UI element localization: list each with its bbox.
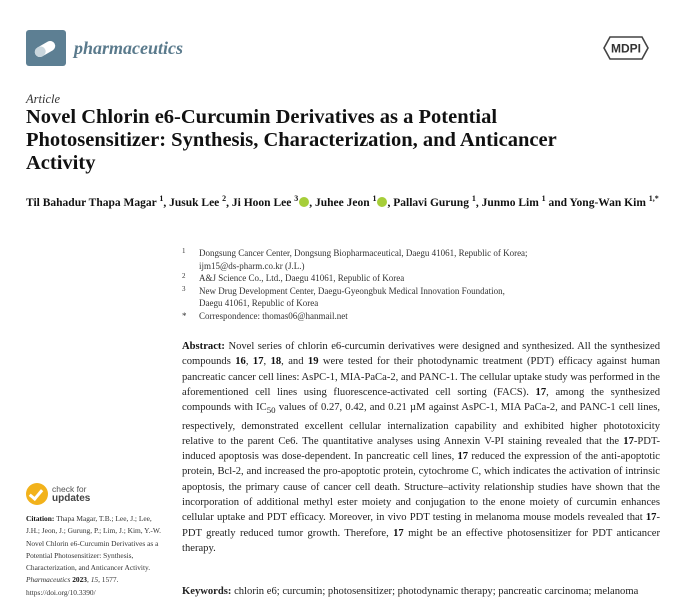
orcid-icon[interactable] xyxy=(299,197,309,207)
author-name[interactable]: Til Bahadur Thapa Magar $^1$ xyxy=(26,194,164,209)
affiliation-mark: * xyxy=(182,310,187,321)
author-affiliation-mark: 1 xyxy=(159,194,164,203)
affiliation-line: ijm15@ds-pharm.co.kr (J.L.) xyxy=(199,260,305,271)
author-name[interactable]: Pallavi Gurung $^1$ xyxy=(393,194,476,209)
affiliation-mark: 1 xyxy=(182,247,186,255)
affiliation-mark: 2 xyxy=(182,272,186,280)
affiliation-mark: 3 xyxy=(182,284,186,293)
author-affiliation-mark: 2 xyxy=(222,194,227,203)
author-affiliation-mark: 1 xyxy=(372,194,377,203)
article-title: Novel Chlorin e6-Curcumin Derivatives as a Potential Photosensitizer: Synthesis, Characterization, and Anticancer Activity xyxy=(26,106,557,174)
check-updates-icon xyxy=(26,483,48,505)
mdpi-logo-icon xyxy=(600,35,652,61)
updates-line1: check for xyxy=(52,484,87,494)
author-affiliation-mark: 1 xyxy=(471,194,476,203)
citation-text: Thapa Magar, T.B.; Lee, J.; Lee, J.H.; Jeon, J.; Gurung, P.; Lim, J.; Kim, Y.-W. Novel Chlorin e6-Curcumin Derivatives as a Potential Photosensitizer: Synthesis, Characterization, and Anticancer Activity. xyxy=(26,514,162,573)
citation-doi[interactable]: https://doi.org/10.3390/ xyxy=(26,587,96,597)
journal-name: pharmaceutics xyxy=(74,38,184,58)
journal-logo-icon xyxy=(24,28,68,68)
citation-year: 2023 xyxy=(72,575,87,585)
affiliation-item xyxy=(182,247,642,272)
abstract-text: Novel series of chlorin e6-curcumin derivatives were designed and synthesized. All the synthesized compounds 16, 17, 18, and 19 were tested for their photodynamic treatment (PDT) efficacy against human pancreatic cancer cell lines: AsPC-1, MIA-PaCa-2, and PANC-1. The cellular uptake study was performed in the aforementioned cell lines using fluorescence-activated cell sorting (FACS). 17, among the synthesized compounds with $IC_{50}$ values of 0.27, 0.42, and 0.21 µM against AsPC-1, MIA PaCa-2, and PANC-1 cell lines, respectively, demonstrated excellent cellular internalization capability and exhibited higher phototoxicity relative to the parent Ce6. The quantitative analyses using Annexin V-PI staining revealed that the 17-PDT-induced apoptosis was dose-dependent. In pancreatic cell lines, 17 reduced the expression of the anti-apoptotic protein, Bcl-2, and increased the pro-apoptotic protein, cytochrome C, which indicates the activation of intrinsic apoptosis, the primary cause of cancer cell death. Structure–activity relationship studies have shown that the incorporation of additional methyl ester moiety and conjugation to the enone moiety of curcumin enhances cellular uptake and PDT efficacy. Moreover, in vivo PDT testing in melanoma mouse models revealed that 17-PDT greatly reduced tumor growth. Therefore, 17 might be an effective photosensitizer for PDT anticancer therapy. xyxy=(182,341,661,554)
affiliation-line: Daegu 41061, Republic of Korea xyxy=(199,298,319,308)
keywords xyxy=(182,584,660,599)
article-type: Article xyxy=(26,92,61,106)
author-name[interactable]: Jusuk Lee $^2$ xyxy=(169,194,227,209)
author-name[interactable]: Yong-Wan Kim $^{1,*}$ xyxy=(569,194,659,209)
keywords-text: chlorin e6; curcumin; photosensitizer; photodynamic therapy; pancreatic carcinoma; melanoma xyxy=(234,586,639,597)
citation-pages: 1577. xyxy=(101,575,119,585)
citation: Citation: Thapa Magar, T.B.; Lee, J.; Lee, J.H.; Jeon, J.; Gurung, P.; Lim, J.; Kim, Y.-W. Novel Chlorin e6-Curcumin Derivatives as a Potential Photosensitizer: Synthesis, Characterization, and Anticancer Activity. Pharmaceutics 2023, 15, 1577. https://doi.org/10.3390/ xyxy=(26,514,162,597)
affiliation-line: Correspondence: thomas06@hanmail.net xyxy=(199,310,348,321)
keywords-label: Keywords: xyxy=(182,586,232,597)
affiliation-item xyxy=(182,310,642,323)
affiliation-line: Dongsung Cancer Center, Dongsung Biopharmaceutical, Daegu 41061, Republic of Korea; xyxy=(199,248,528,258)
abstract-label: Abstract: xyxy=(182,341,225,352)
orcid-icon[interactable] xyxy=(377,197,387,207)
author-affiliation-mark: 1 xyxy=(541,194,546,203)
citation-label: Citation: xyxy=(26,514,55,523)
updates-line2: updates xyxy=(52,493,91,504)
affiliation-line: New Drug Development Center, Daegu-Gyeongbuk Medical Innovation Foundation, xyxy=(199,285,505,296)
author-affiliation-mark: 3 xyxy=(294,194,299,203)
authors-joiner: and xyxy=(548,196,570,209)
citation-volume: 15 xyxy=(90,575,99,585)
author-affiliation-mark: 1,* xyxy=(648,194,659,203)
author-name[interactable]: Ji Hoon Lee $^3$ xyxy=(232,197,309,209)
author-list: Til Bahadur Thapa Magar $^1$, Jusuk Lee $^2$, Ji Hoon Lee $^3$ , Juhee Jeon $^1$ , Pallavi Gurung $^1$, Junmo Lim $^1$ and Yong-Wan Kim $^{1,*}$ xyxy=(26,194,659,209)
affiliation-line: A&J Science Co., Ltd., Daegu 41061, Republic of Korea xyxy=(199,273,405,283)
check-for-updates-button[interactable] xyxy=(26,483,126,507)
abstract xyxy=(182,339,660,556)
mdpi-logo-text: MDPI xyxy=(611,41,641,56)
citation-journal: Pharmaceutics xyxy=(26,575,71,585)
author-name[interactable]: Junmo Lim $^1$ xyxy=(481,194,546,209)
affiliations xyxy=(182,247,642,322)
affiliation-item xyxy=(182,272,642,285)
author-name[interactable]: Juhee Jeon $^1$ xyxy=(315,197,388,209)
affiliation-item xyxy=(182,285,642,310)
